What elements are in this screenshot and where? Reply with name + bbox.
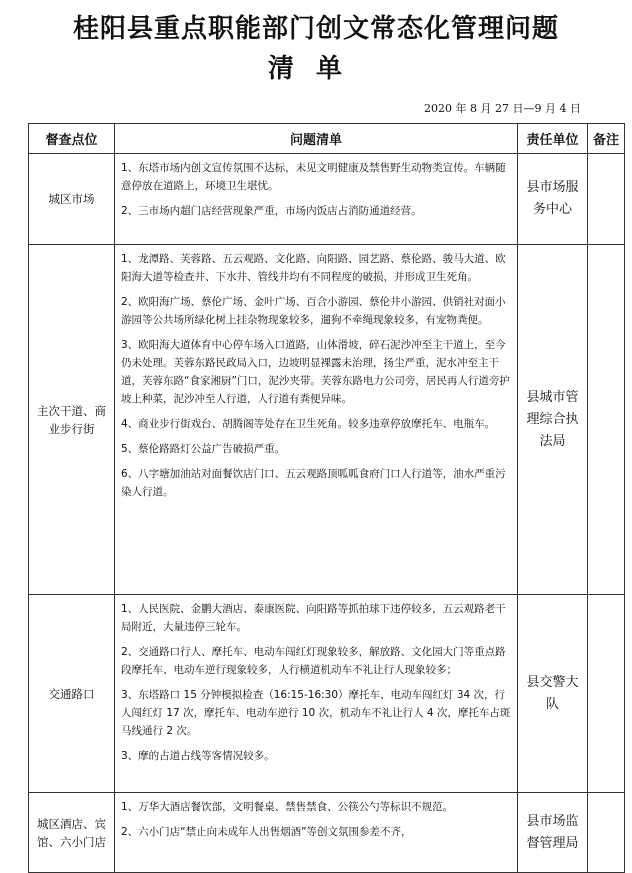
issue-item: 1、人民医院、金鹏大酒店、泰康医院、向阳路等抓拍球下违停较多，五云观路老干局附近，大量违停三轮车。: [121, 603, 506, 633]
issues-table: [28, 123, 625, 873]
issue-item: 2、欧阳海广场、蔡伦广场、金叶广场、百合小游园、蔡伦井小游园、供销社对面小游园等公共场所绿化树上挂杂物现象较多，遛狗不牵绳现象较多，有宠物粪便。: [121, 296, 506, 326]
issue-item: 1、东塔市场内创文宣传氛围不达标，未见文明健康及禁售野生动物类宣传。车辆随意停放在道路上，环境卫生堪忧。: [121, 162, 506, 192]
row-unit: 县交警大队: [518, 595, 588, 793]
issue-item: 5、蔡伦路路灯公益广告破损严重。: [121, 443, 286, 455]
table-header-row: [29, 124, 625, 154]
row-note: [588, 245, 625, 595]
table-row: [29, 245, 625, 595]
row-unit: 县城市管理综合执法局: [518, 245, 588, 595]
row-note: [588, 154, 625, 245]
row-note: [588, 595, 625, 793]
issue-item: 4、商业步行街戏台、胡腾阁等处存在卫生死角。较多违章停放摩托车、电瓶车。: [121, 418, 496, 430]
row-unit: 县市场服务中心: [518, 154, 588, 245]
date-range: 2020 年 8 月 27 日—9 月 4 日: [424, 102, 581, 115]
header-issues: 问题清单: [115, 124, 518, 154]
issue-item: 1、万华大酒店餐饮部，文明餐桌、禁售禁食、公筷公勺等标识不规范。: [121, 801, 454, 813]
row-issues: [115, 154, 518, 245]
page-subtitle: 清单: [267, 54, 364, 84]
table-row: [29, 595, 625, 793]
row-place: 主次干道、商业步行街: [29, 245, 115, 595]
row-issues: [115, 245, 518, 595]
table-row: [29, 154, 625, 245]
issue-item: 1、龙潭路、芙蓉路、五云观路、文化路、向阳路、园艺路、蔡伦路、骏马大道、欧阳海大道等检查井、下水井、管线井均有不同程度的破损，并形成卫生死角。: [121, 253, 506, 283]
issue-item: 2、六小门店“禁止向未成年人出售烟酒”等创文氛围参差不齐，: [121, 826, 412, 838]
row-note: [588, 793, 625, 873]
row-issues: [115, 595, 518, 793]
header-place: 督查点位: [29, 124, 115, 154]
issue-item: 3、欧阳海大道体育中心停车场入口道路，山体滑坡，碎石泥沙冲至主干道上，至今仍未处理。芙蓉东路民政局入口，边坡明显裸露未治理，扬尘严重，泥水冲至主干道，芙蓉东路“食家湘厨”门口，泥沙夹带。芙蓉东路电力公司旁，居民再人行道旁护坡上种菜，泥沙冲至人行道，人行道有粪便异味。: [121, 339, 510, 405]
issue-item: 2、三市场内超门店经营现象严重，市场内饭店占消防通道经营。: [121, 205, 422, 217]
row-place: 交通路口: [29, 595, 115, 793]
issue-item: 3、摩的占道占线等客情况较多。: [121, 750, 275, 762]
row-place: 城区酒店、宾馆、六小门店: [29, 793, 115, 873]
row-place: 城区市场: [29, 154, 115, 245]
table-row: [29, 793, 625, 873]
header-note: 备注: [588, 124, 625, 154]
issue-item: 2、交通路口行人、摩托车、电动车闯红灯现象较多，解放路、文化园大门等重点路段摩托车、电动车逆行现象较多，人行横道机动车不礼让行人现象较多；: [121, 646, 506, 676]
page-title: 桂阳县重点职能部门创文常态化管理问题: [72, 14, 559, 44]
issue-item: 3、东塔路口 15 分钟模拟检查（16:15-16:30）摩托车、电动车闯红灯 34 次，行人闯红灯 17 次，摩托车、电动车逆行 10 次，机动车不礼让行人 4 次，摩托车占斑马线通行 2 次。: [121, 689, 511, 737]
row-unit: 县市场监督管理局: [518, 793, 588, 873]
header-unit: 责任单位: [518, 124, 588, 154]
issue-item: 6、八字塘加油站对面餐饮店门口、五云观路顶呱呱食府门口人行道等，油水严重污染人行道。: [121, 468, 506, 498]
row-issues: [115, 793, 518, 873]
